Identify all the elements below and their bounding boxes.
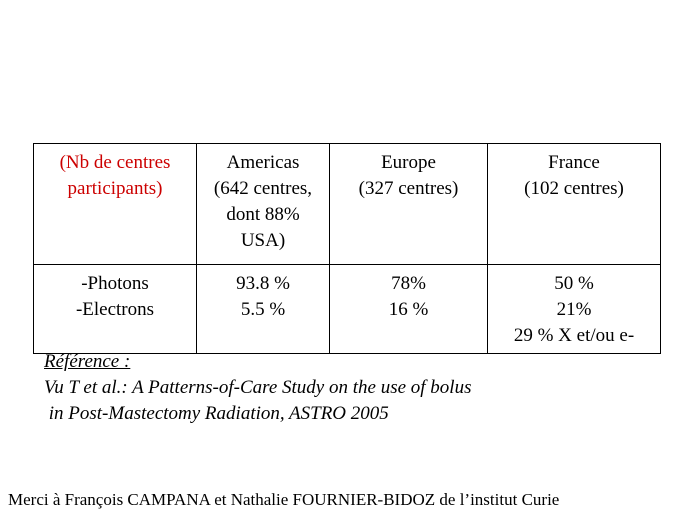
header-france-line-1: France [548,152,600,173]
cell-france [488,265,661,354]
header-france [488,144,661,265]
americas-electrons: 5.5 % [240,299,286,320]
cell-europe [330,265,488,354]
header-europe-line-1: Europe [381,152,436,173]
header-americas-line-1: Americas [226,152,300,173]
header-americas-line-2: (642 centres, [213,178,313,199]
france-electrons: 21% [556,299,592,320]
header-americas-line-3: dont 88% [226,204,300,225]
france-photons: 50 % [554,273,594,294]
credits-text: Merci à François CAMPANA et Nathalie FOURNIER-BIDOZ de l’institut Curie [8,490,560,509]
americas-photons: 93.8 % [236,273,290,294]
france-mixed: 29 % X et/ou e- [513,325,635,346]
cell-americas [197,265,330,354]
reference-heading: Référence : [44,351,131,372]
table-header-row [34,144,661,265]
row-label-photons: -Photons [81,273,149,294]
row-label-beam-type [34,265,197,354]
header-americas [197,144,330,265]
reference-citation-line-1: Vu T et al.: A Patterns-of-Care Study on the use of bolus [44,377,472,398]
europe-electrons: 16 % [388,299,429,320]
reference-citation-line-2: in Post-Mastectomy Radiation, ASTRO 2005 [44,403,389,424]
header-france-line-2: (102 centres) [524,178,624,199]
europe-photons: 78% [391,273,426,294]
header-europe-line-2: (327 centres) [358,178,459,199]
row-label-electrons: -Electrons [75,299,155,320]
header-americas-line-4: USA) [240,230,286,251]
results-table [33,143,661,354]
header-europe [330,144,488,265]
row-header-label [34,144,197,265]
row-header-line-2: participants) [67,178,163,199]
reference-block [44,349,471,427]
table-data-row [34,265,661,354]
row-header-line-1: (Nb de centres [59,152,171,173]
